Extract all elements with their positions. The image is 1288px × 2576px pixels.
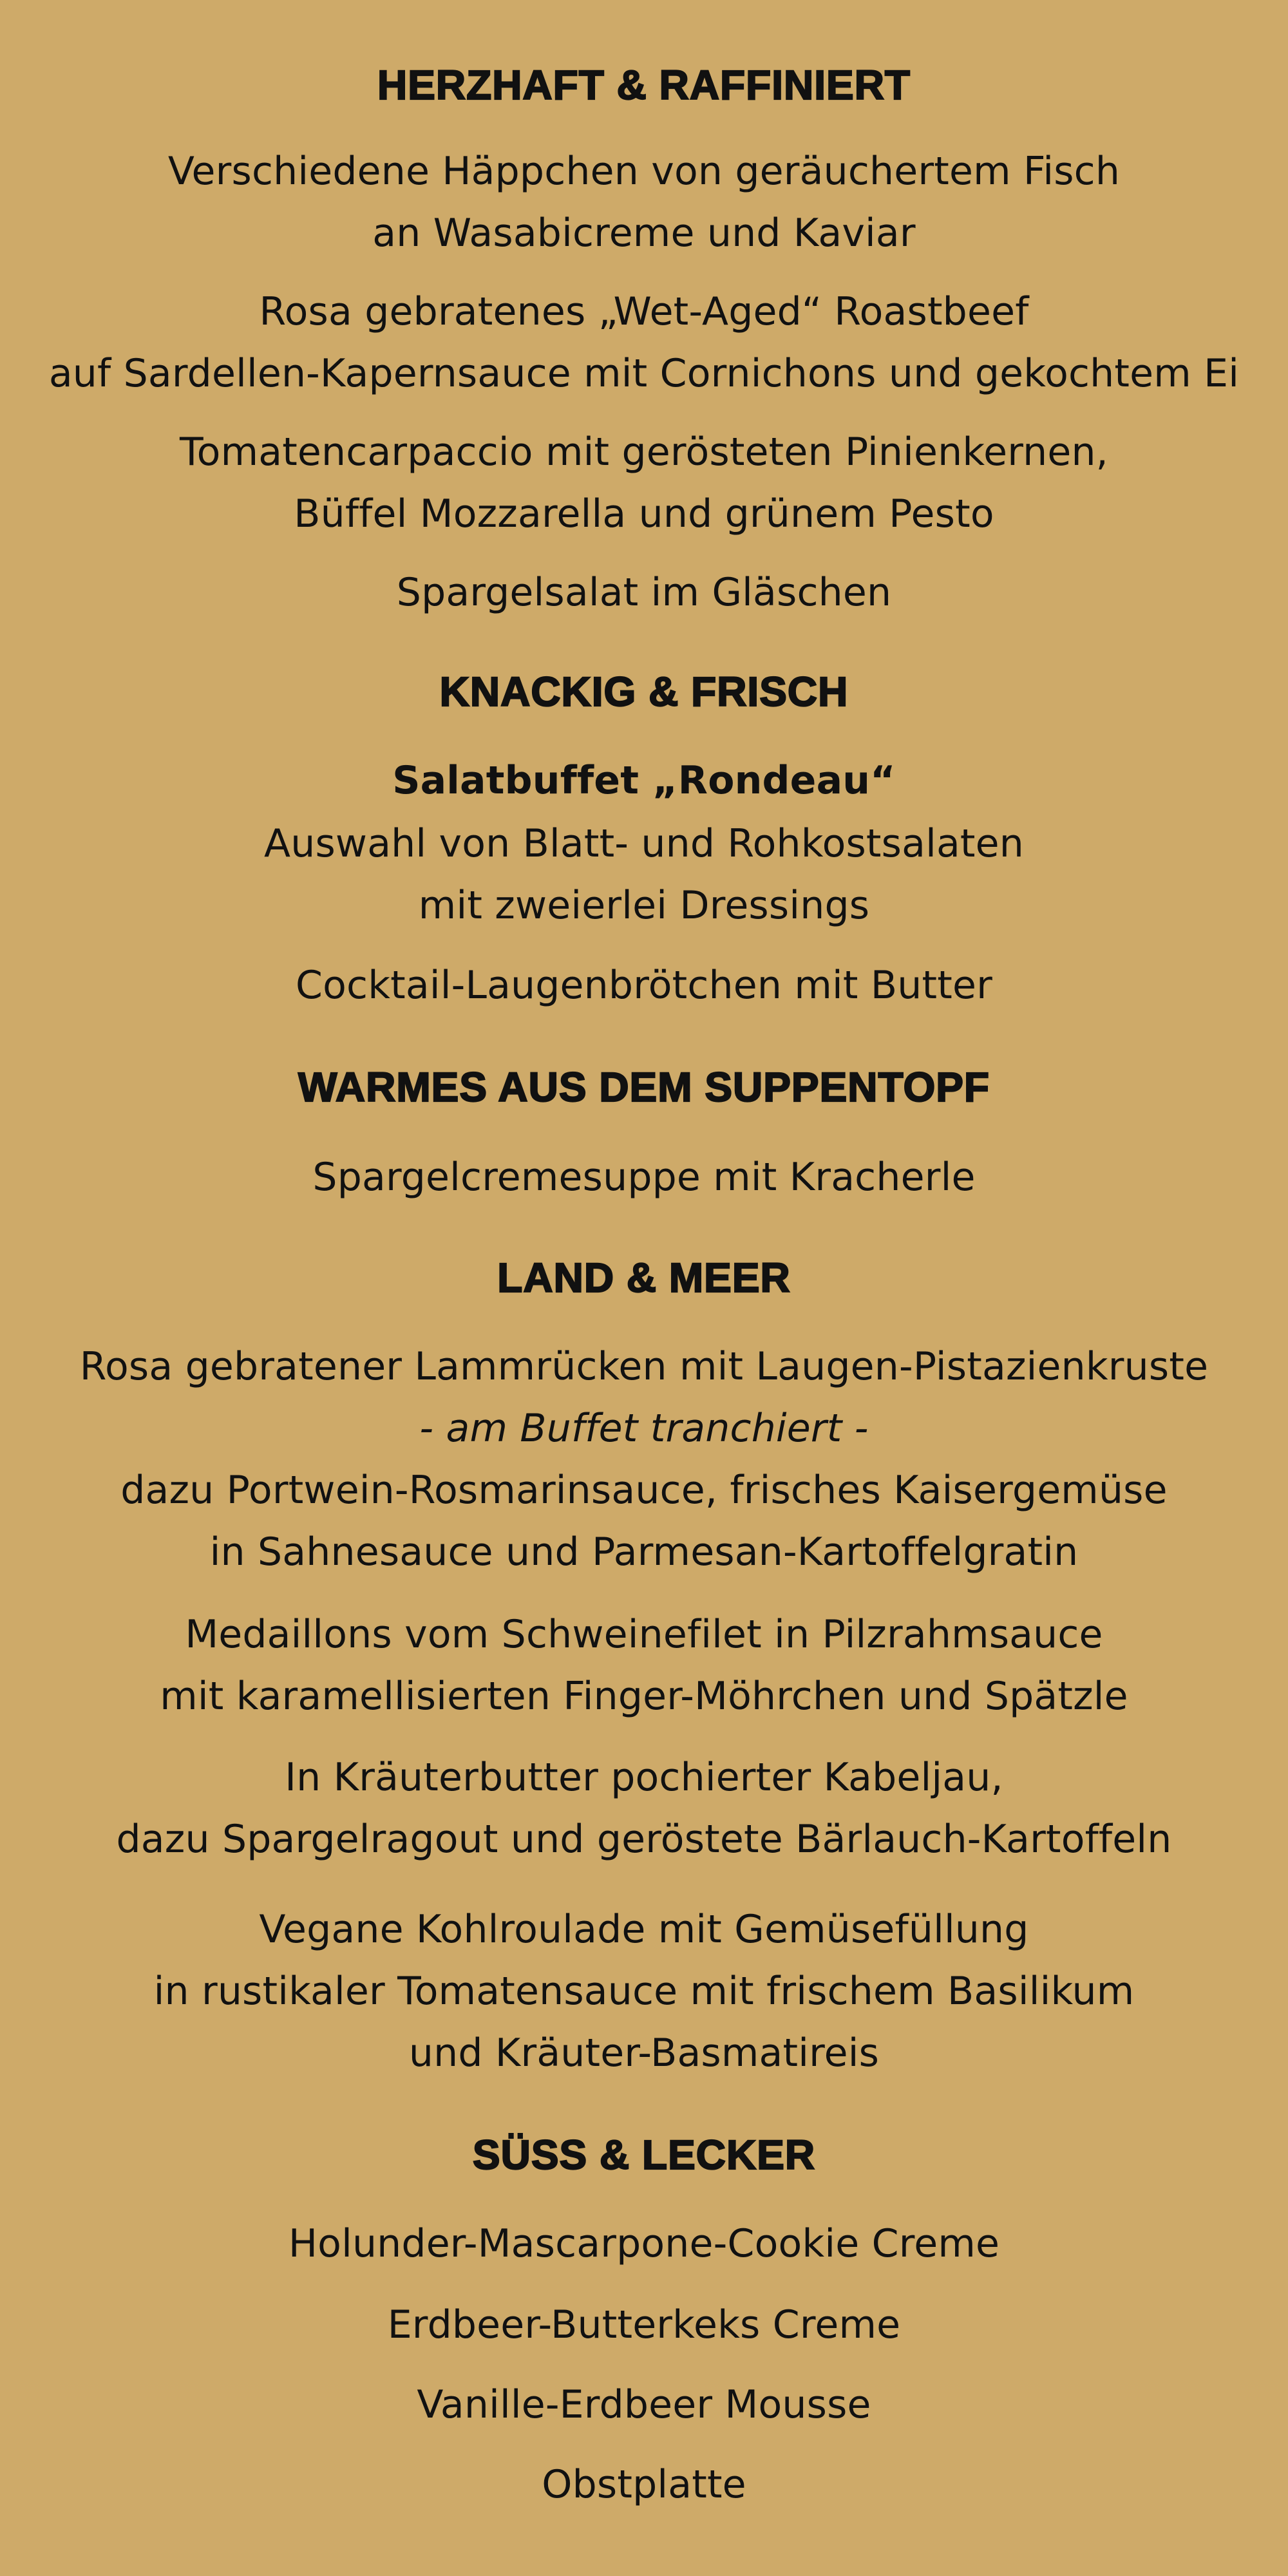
menu-item-line: Spargelcremesuppe mit Kracherle [312, 1155, 976, 1200]
menu-item-line: dazu Portwein-Rosmarinsauce, frisches Kaisergemüse [120, 1468, 1168, 1513]
menu-item-line: und Kräuter-Basmatireis [408, 2031, 880, 2076]
menu-item-line: Büffel Mozzarella und grünem Pesto [294, 491, 994, 536]
menu-item-line: in Sahnesauce und Parmesan-Kartoffelgratin [209, 1530, 1079, 1575]
section-heading: HERZHAFT & RAFFINIERT [377, 62, 911, 108]
menu-item-note: - am Buffet tranchiert - [419, 1406, 869, 1451]
section-heading: WARMES AUS DEM SUPPENTOPF [298, 1064, 990, 1110]
menu-item-line: auf Sardellen-Kapernsauce mit Cornichons und gekochtem Ei [48, 351, 1240, 396]
menu-item-line: Cocktail-Laugenbrötchen mit Butter [296, 963, 992, 1008]
menu-item-line: Auswahl von Blatt- und Rohkostsalaten [263, 821, 1024, 866]
menu-item-line: Medaillons vom Schweinefilet in Pilzrahmsauce [185, 1612, 1103, 1657]
menu-item-line: mit karamellisierten Finger-Möhrchen und Spätzle [160, 1674, 1128, 1719]
section-heading: LAND & MEER [497, 1255, 791, 1301]
menu-item-line: Vanille-Erdbeer Mousse [417, 2382, 871, 2427]
menu-item-line: Erdbeer-Butterkeks Creme [387, 2302, 901, 2347]
menu-item-line: Holunder-Mascarpone-Cookie Creme [288, 2221, 1000, 2266]
menu-item-line: mit zweierlei Dressings [418, 883, 870, 928]
section-heading: SÜSS & LECKER [472, 2132, 816, 2178]
menu-item-title: Salatbuffet „Rondeau“ [392, 758, 896, 803]
menu-item-line: Vegane Kohlroulade mit Gemüsefüllung [259, 1907, 1029, 1952]
menu-item-line: in rustikaler Tomatensauce mit frischem Basilikum [153, 1969, 1135, 2014]
menu-item-line: Obstplatte [542, 2462, 746, 2507]
menu-item-line: In Kräuterbutter pochierter Kabeljau, [285, 1755, 1003, 1800]
menu-item-line: dazu Spargelragout und geröstete Bärlauch-Kartoffeln [116, 1817, 1172, 1862]
menu-item-line: Spargelsalat im Gläschen [396, 570, 892, 615]
menu-item-line: Rosa gebratenes „Wet-Aged“ Roastbeef [259, 289, 1029, 334]
menu-item-line: an Wasabicreme und Kaviar [372, 211, 916, 256]
section-heading: KNACKIG & FRISCH [439, 668, 849, 715]
menu-item-line: Rosa gebratener Lammrücken mit Laugen-Pistazienkruste [79, 1344, 1209, 1389]
menu-item-line: Tomatencarpaccio mit gerösteten Pinienkernen, [180, 430, 1108, 475]
menu-item-line: Verschiedene Häppchen von geräuchertem Fisch [167, 149, 1121, 194]
